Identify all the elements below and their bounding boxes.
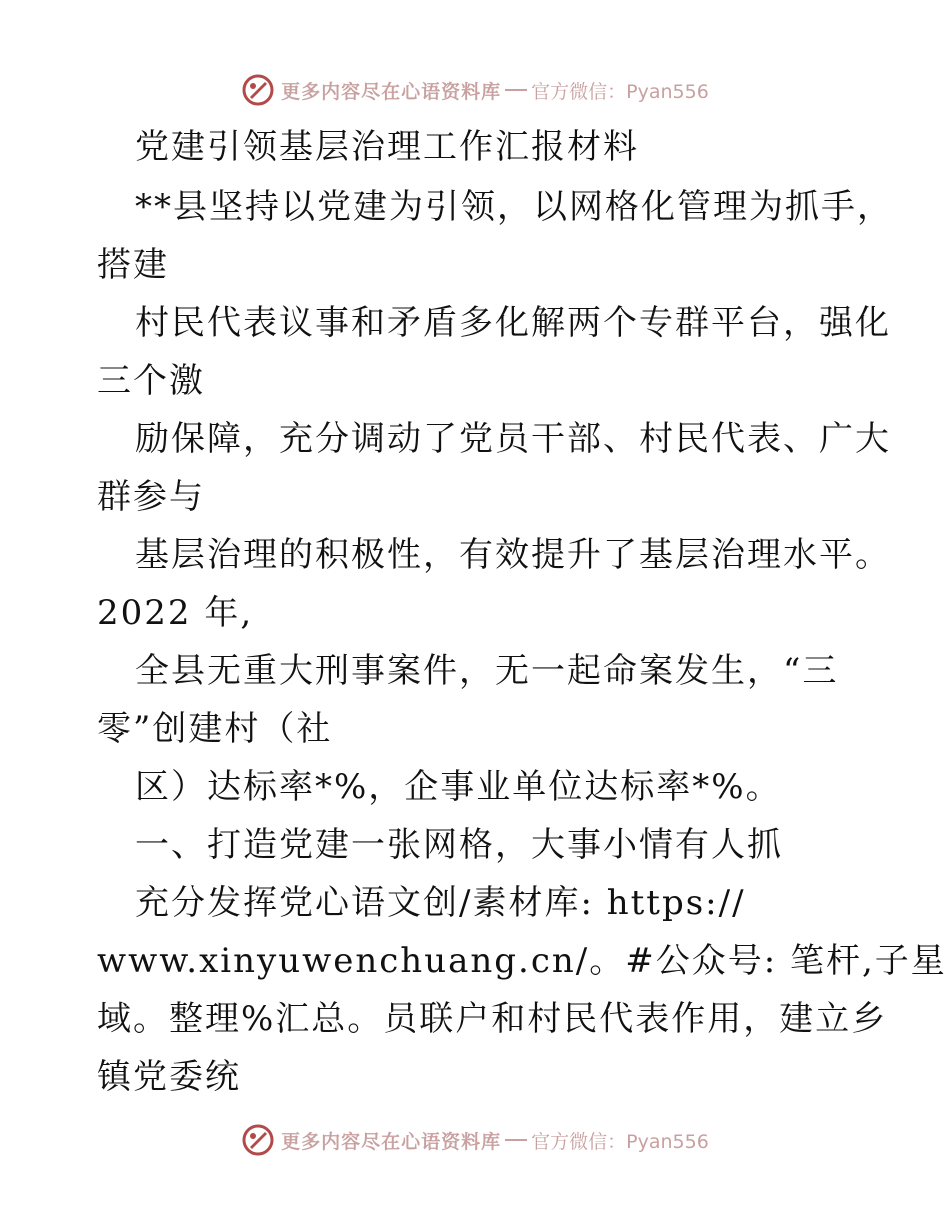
- text-line: 充分发挥党心语文创/素材库: https://: [135, 883, 746, 923]
- quill-seal-icon: [241, 73, 275, 107]
- text-line: **县坚持以党建为引领，以网格化管理为抓手，: [135, 187, 893, 227]
- text-line: 三个激: [97, 361, 205, 401]
- watermark-dash: [505, 89, 527, 91]
- footer-watermark: [0, 1120, 950, 1160]
- text-line: 全县无重大刑事案件，无一起命案发生，“三: [135, 651, 839, 691]
- watermark-main-text: 更多内容尽在心语资料库: [281, 1130, 502, 1153]
- text-line: www.xinyuwenchuang.cn/。#公众号: 笔杆,子星: [97, 941, 947, 981]
- text-line: 区）达标率*%，企事业单位达标率*%。: [135, 767, 782, 807]
- section-heading: 一、打造党建一张网格，大事小情有人抓: [135, 825, 783, 865]
- text-line: 2022 年,: [97, 593, 254, 633]
- text-line: 镇党委统: [97, 1057, 241, 1097]
- header-watermark: [0, 70, 950, 110]
- watermark-sub-text: 官方微信：Pyan556: [531, 1130, 709, 1153]
- quill-seal-icon: [241, 1123, 275, 1157]
- text-line: 基层治理的积极性，有效提升了基层治理水平。: [135, 535, 891, 575]
- text-line: 域。整理%汇总。员联户和村民代表作用，建立乡: [97, 999, 888, 1039]
- text-line: 群参与: [97, 477, 205, 517]
- document-title: 党建引领基层治理工作汇报材料: [135, 127, 639, 167]
- text-line: 搭建: [97, 245, 169, 285]
- text-line: 励保障，充分调动了党员干部、村民代表、广大: [135, 419, 891, 459]
- text-line: 村民代表议事和矛盾多化解两个专群平台，强化: [135, 303, 891, 343]
- watermark-main-text: 更多内容尽在心语资料库: [281, 80, 502, 103]
- watermark-dash: [505, 1139, 527, 1141]
- text-line: 零”创建村（社: [97, 709, 333, 749]
- watermark-sub-text: 官方微信：Pyan556: [531, 80, 709, 103]
